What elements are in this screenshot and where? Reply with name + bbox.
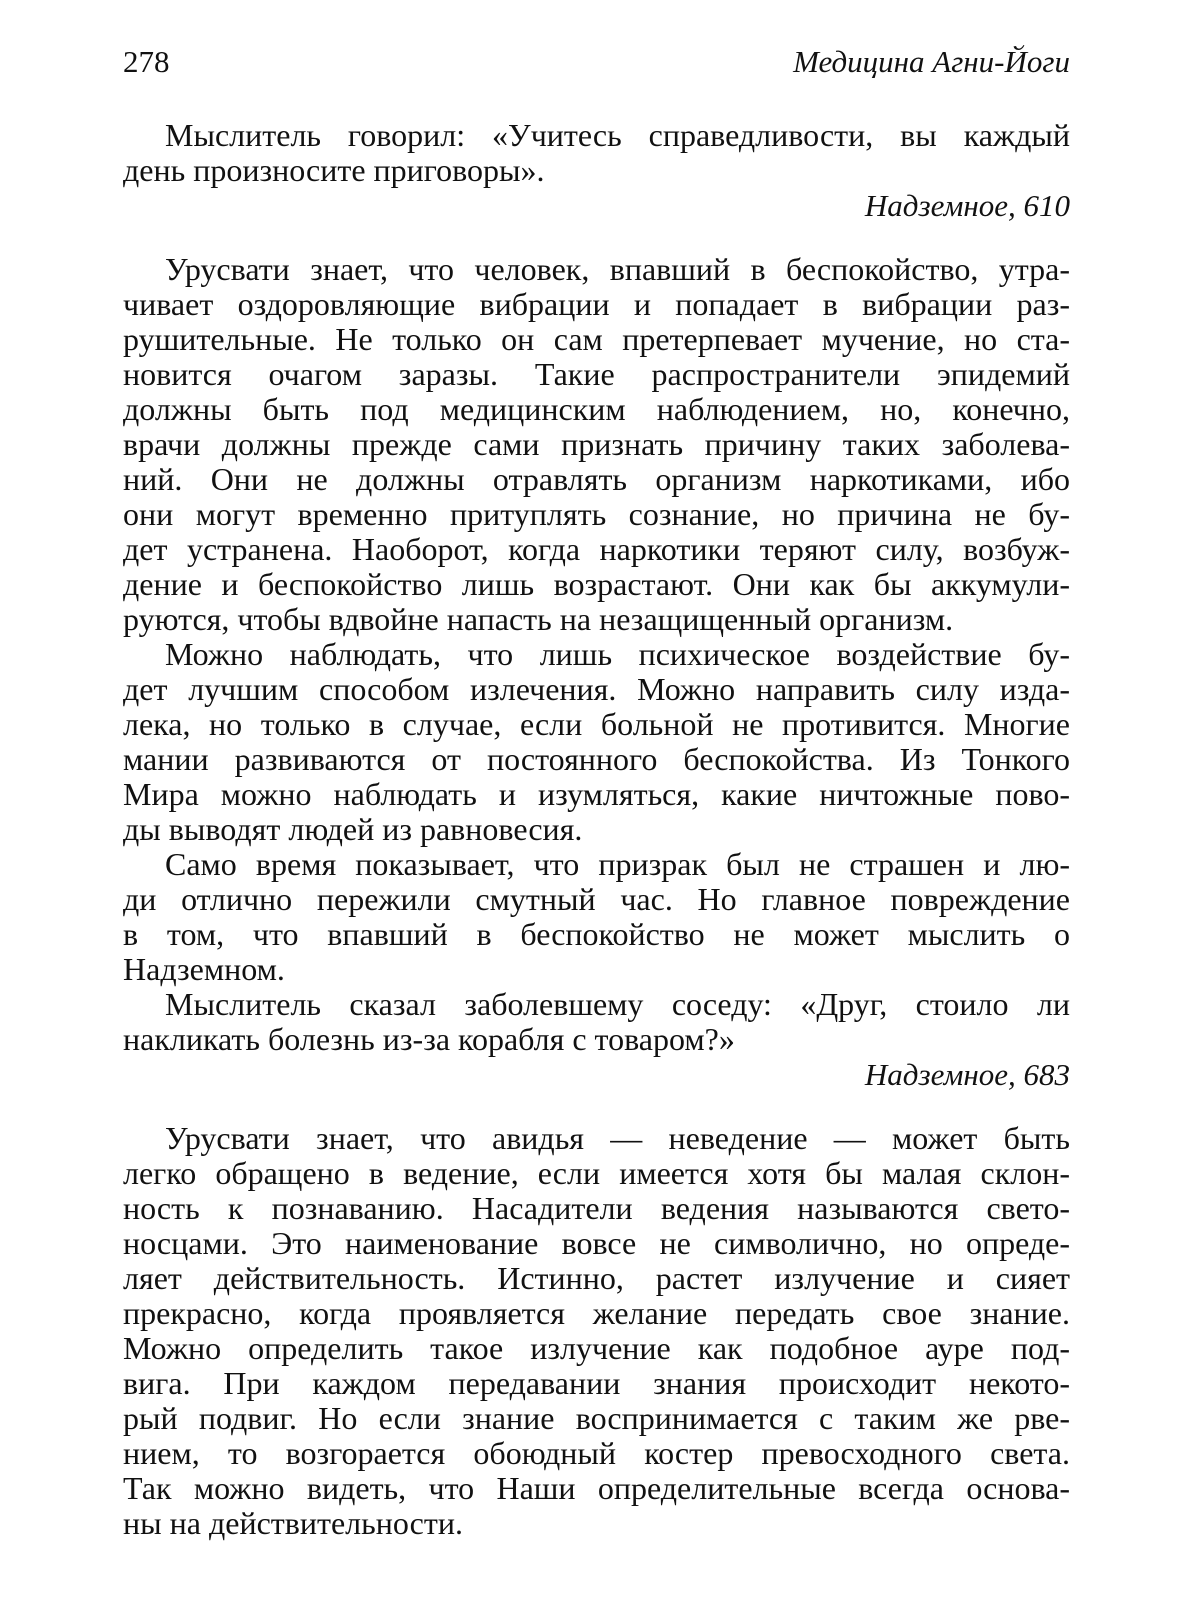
text-line: рый подвиг. Но если знание воспринимается с таким же рве- [123,1400,1070,1436]
text-line: вига. При каждом передавании знания происходит некото- [123,1365,1070,1401]
source-citation: Надземное, 610 [864,188,1070,223]
page-number: 278 [123,44,170,79]
text-line: руются, чтобы вдвойне напасть на незащищенный организм. [123,601,954,637]
text-line: ды выводят людей из равновесия. [123,811,583,847]
text-line: дет устранена. Наоборот, когда наркотики теряют силу, возбуж- [123,531,1070,567]
section-gap [123,1093,1070,1121]
paragraph [123,637,1070,847]
text-line: ний. Они не должны отравлять организм наркотиками, ибо [123,461,1070,497]
text-line: ляет действительность. Истинно, растет излучение и сияет [123,1260,1070,1296]
section-gap [123,224,1070,252]
text-line: ди отлично пережили смутный час. Но главное повреждение [123,881,1070,917]
text-line: Мыслитель сказал заболевшему соседу: «Друг, стоило ли [165,986,1070,1022]
text-line: нием, то возгорается обоюдный костер превосходного света. [123,1435,1070,1471]
paragraph [123,1121,1070,1541]
text-line: Урусвати знает, что авидья — неведение — может быть [165,1120,1070,1156]
running-head [123,42,1070,82]
paragraph [123,847,1070,987]
text-line: ны на действительности. [123,1505,463,1541]
text-line: носцами. Это наименование вовсе не символично, но опреде- [123,1225,1070,1261]
text-line: Само время показывает, что призрак был не страшен и лю- [165,846,1070,882]
text-line: ность к познаванию. Насадители ведения называются свето- [123,1190,1070,1226]
paragraph [123,252,1070,637]
text-line: Мира можно наблюдать и изумляться, какие ничтожные пово- [123,776,1070,812]
text-line: дение и беспокойство лишь возрастают. Они как бы аккумули- [123,566,1070,602]
text-line: накликать болезнь из-за корабля с товаром?» [123,1021,735,1057]
text-line: Можно определить такое излучение как подобное ауре под- [123,1330,1070,1366]
text-line: легко обращено в ведение, если имеется хотя бы малая склон- [123,1155,1070,1191]
text-line: Мыслитель говорил: «Учитесь справедливости, вы каждый [165,117,1070,153]
text-line: Можно наблюдать, что лишь психическое воздействие бу- [165,636,1070,672]
text-line: прекрасно, когда проявляется желание передать свое знание. [123,1295,1070,1331]
text-line: они могут временно притуплять сознание, но причина не бу- [123,496,1070,532]
text-line: лека, но только в случае, если больной не противится. Многие [123,706,1070,742]
body-text [123,118,1070,1541]
text-line: Так можно видеть, что Наши определительные всегда основа- [123,1470,1070,1506]
source-citation: Надземное, 683 [864,1057,1070,1092]
text-line: мании развиваются от постоянного беспокойства. Из Тонкого [123,741,1070,777]
text-line: Надземном. [123,951,285,987]
text-line: день произносите приговоры». [123,152,545,188]
text-line: новится очагом заразы. Такие распространители эпидемий [123,356,1070,392]
paragraph [123,118,1070,188]
book-title: Медицина Агни-Йоги [793,44,1070,79]
paragraph [123,987,1070,1057]
text-line: Урусвати знает, что человек, впавший в беспокойство, утра- [165,251,1070,287]
text-line: врачи должны прежде сами признать причину таких заболева- [123,426,1070,462]
text-line: в том, что впавший в беспокойство не может мыслить о [123,916,1070,952]
text-line: дет лучшим способом излечения. Можно направить силу изда- [123,671,1070,707]
text-line: рушительные. Не только он сам претерпевает мучение, но ста- [123,321,1070,357]
text-line: чивает оздоровляющие вибрации и попадает в вибрации раз- [123,286,1070,322]
text-line: должны быть под медицинским наблюдением, но, конечно, [123,391,1070,427]
